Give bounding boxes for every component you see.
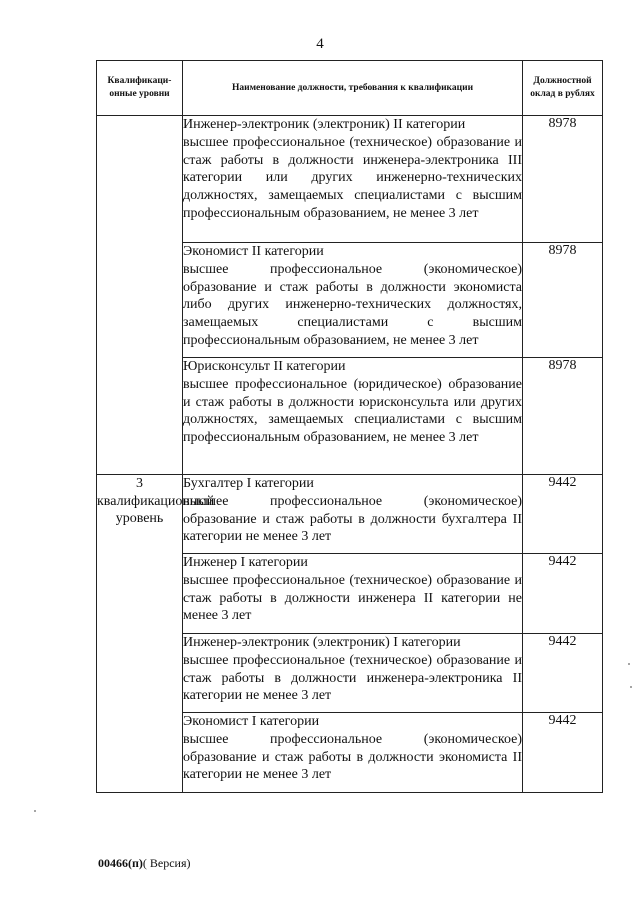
scan-speck (630, 686, 632, 688)
salary-cell: 8978 (523, 358, 603, 475)
salary-cell: 9442 (523, 554, 603, 634)
scan-speck (34, 810, 36, 812)
salary-cell: 9442 (523, 713, 603, 793)
position-requirements: высшее профессиональное (экономическое) образование и стаж работы в должности экономиста II категории не менее 3 лет (183, 731, 522, 783)
position-title: Юрисконсульт II категории (183, 359, 346, 374)
document-code: 00466(п) (98, 856, 143, 870)
page-number: 4 (316, 36, 324, 52)
position-requirements: высшее профессиональное (техническое) образование и стаж работы в должности инженера-электроника III категории или других инженерно-технических должностях, замещаемых специалистами с высшим профессиональным образованием, не менее 3 лет (183, 134, 522, 221)
salary-cell: 8978 (523, 243, 603, 358)
position-title: Инженер-электроник (электроник) I категории (183, 635, 461, 650)
position-requirements: высшее профессиональное (экономическое) образование и стаж работы в должности бухгалтера II категории не менее 3 лет (183, 493, 522, 545)
position-title: Инженер I категории (183, 555, 308, 570)
document-footer (98, 856, 191, 871)
level-cell (97, 116, 183, 475)
position-requirements: высшее профессиональное (техническое) образование и стаж работы в должности инженера II категории не менее 3 лет (183, 572, 522, 624)
position-cell (183, 713, 523, 793)
position-title: Экономист II категории (183, 244, 324, 259)
salary-cell: 8978 (523, 116, 603, 243)
position-cell (183, 475, 523, 554)
position-cell (183, 554, 523, 634)
position-requirements: высшее профессиональное (экономическое) образование и стаж работы в должности экономиста либо других инженерно-технических должностях, замещаемых специалистами с высшим профессиональным образованием, не менее 3 лет (183, 261, 522, 348)
scan-speck (628, 663, 630, 665)
position-requirements: высшее профессиональное (юридическое) образование и стаж работы в должности юрисконсульта или других должностях, замещаемых специалистами с высшим профессиональным образованием, не менее 3 лет (183, 376, 522, 446)
table-row (97, 116, 603, 243)
salary-cell: 9442 (523, 475, 603, 554)
level-cell: 3 квалификационный уровень (97, 475, 183, 793)
table-header-row (97, 61, 603, 116)
qualification-table (96, 60, 603, 793)
position-cell (183, 243, 523, 358)
position-requirements: высшее профессиональное (техническое) образование и стаж работы в должности инженера-электроника II категории не менее 3 лет (183, 652, 522, 704)
position-cell (183, 358, 523, 475)
position-cell (183, 634, 523, 713)
header-qualification-levels: Квалификаци-онные уровни (97, 61, 183, 116)
document-version: ( Версия) (142, 856, 191, 870)
position-title: Инженер-электроник (электроник) II категории (183, 117, 466, 132)
salary-cell: 9442 (523, 634, 603, 713)
header-position-requirements: Наименование должности, требования к квалификации (183, 61, 523, 116)
position-title: Экономист I категории (183, 714, 320, 729)
table-row (97, 475, 603, 554)
header-salary: Должностной оклад в рублях (523, 61, 603, 116)
position-title: Бухгалтер I категории (183, 476, 314, 491)
position-cell (183, 116, 523, 243)
